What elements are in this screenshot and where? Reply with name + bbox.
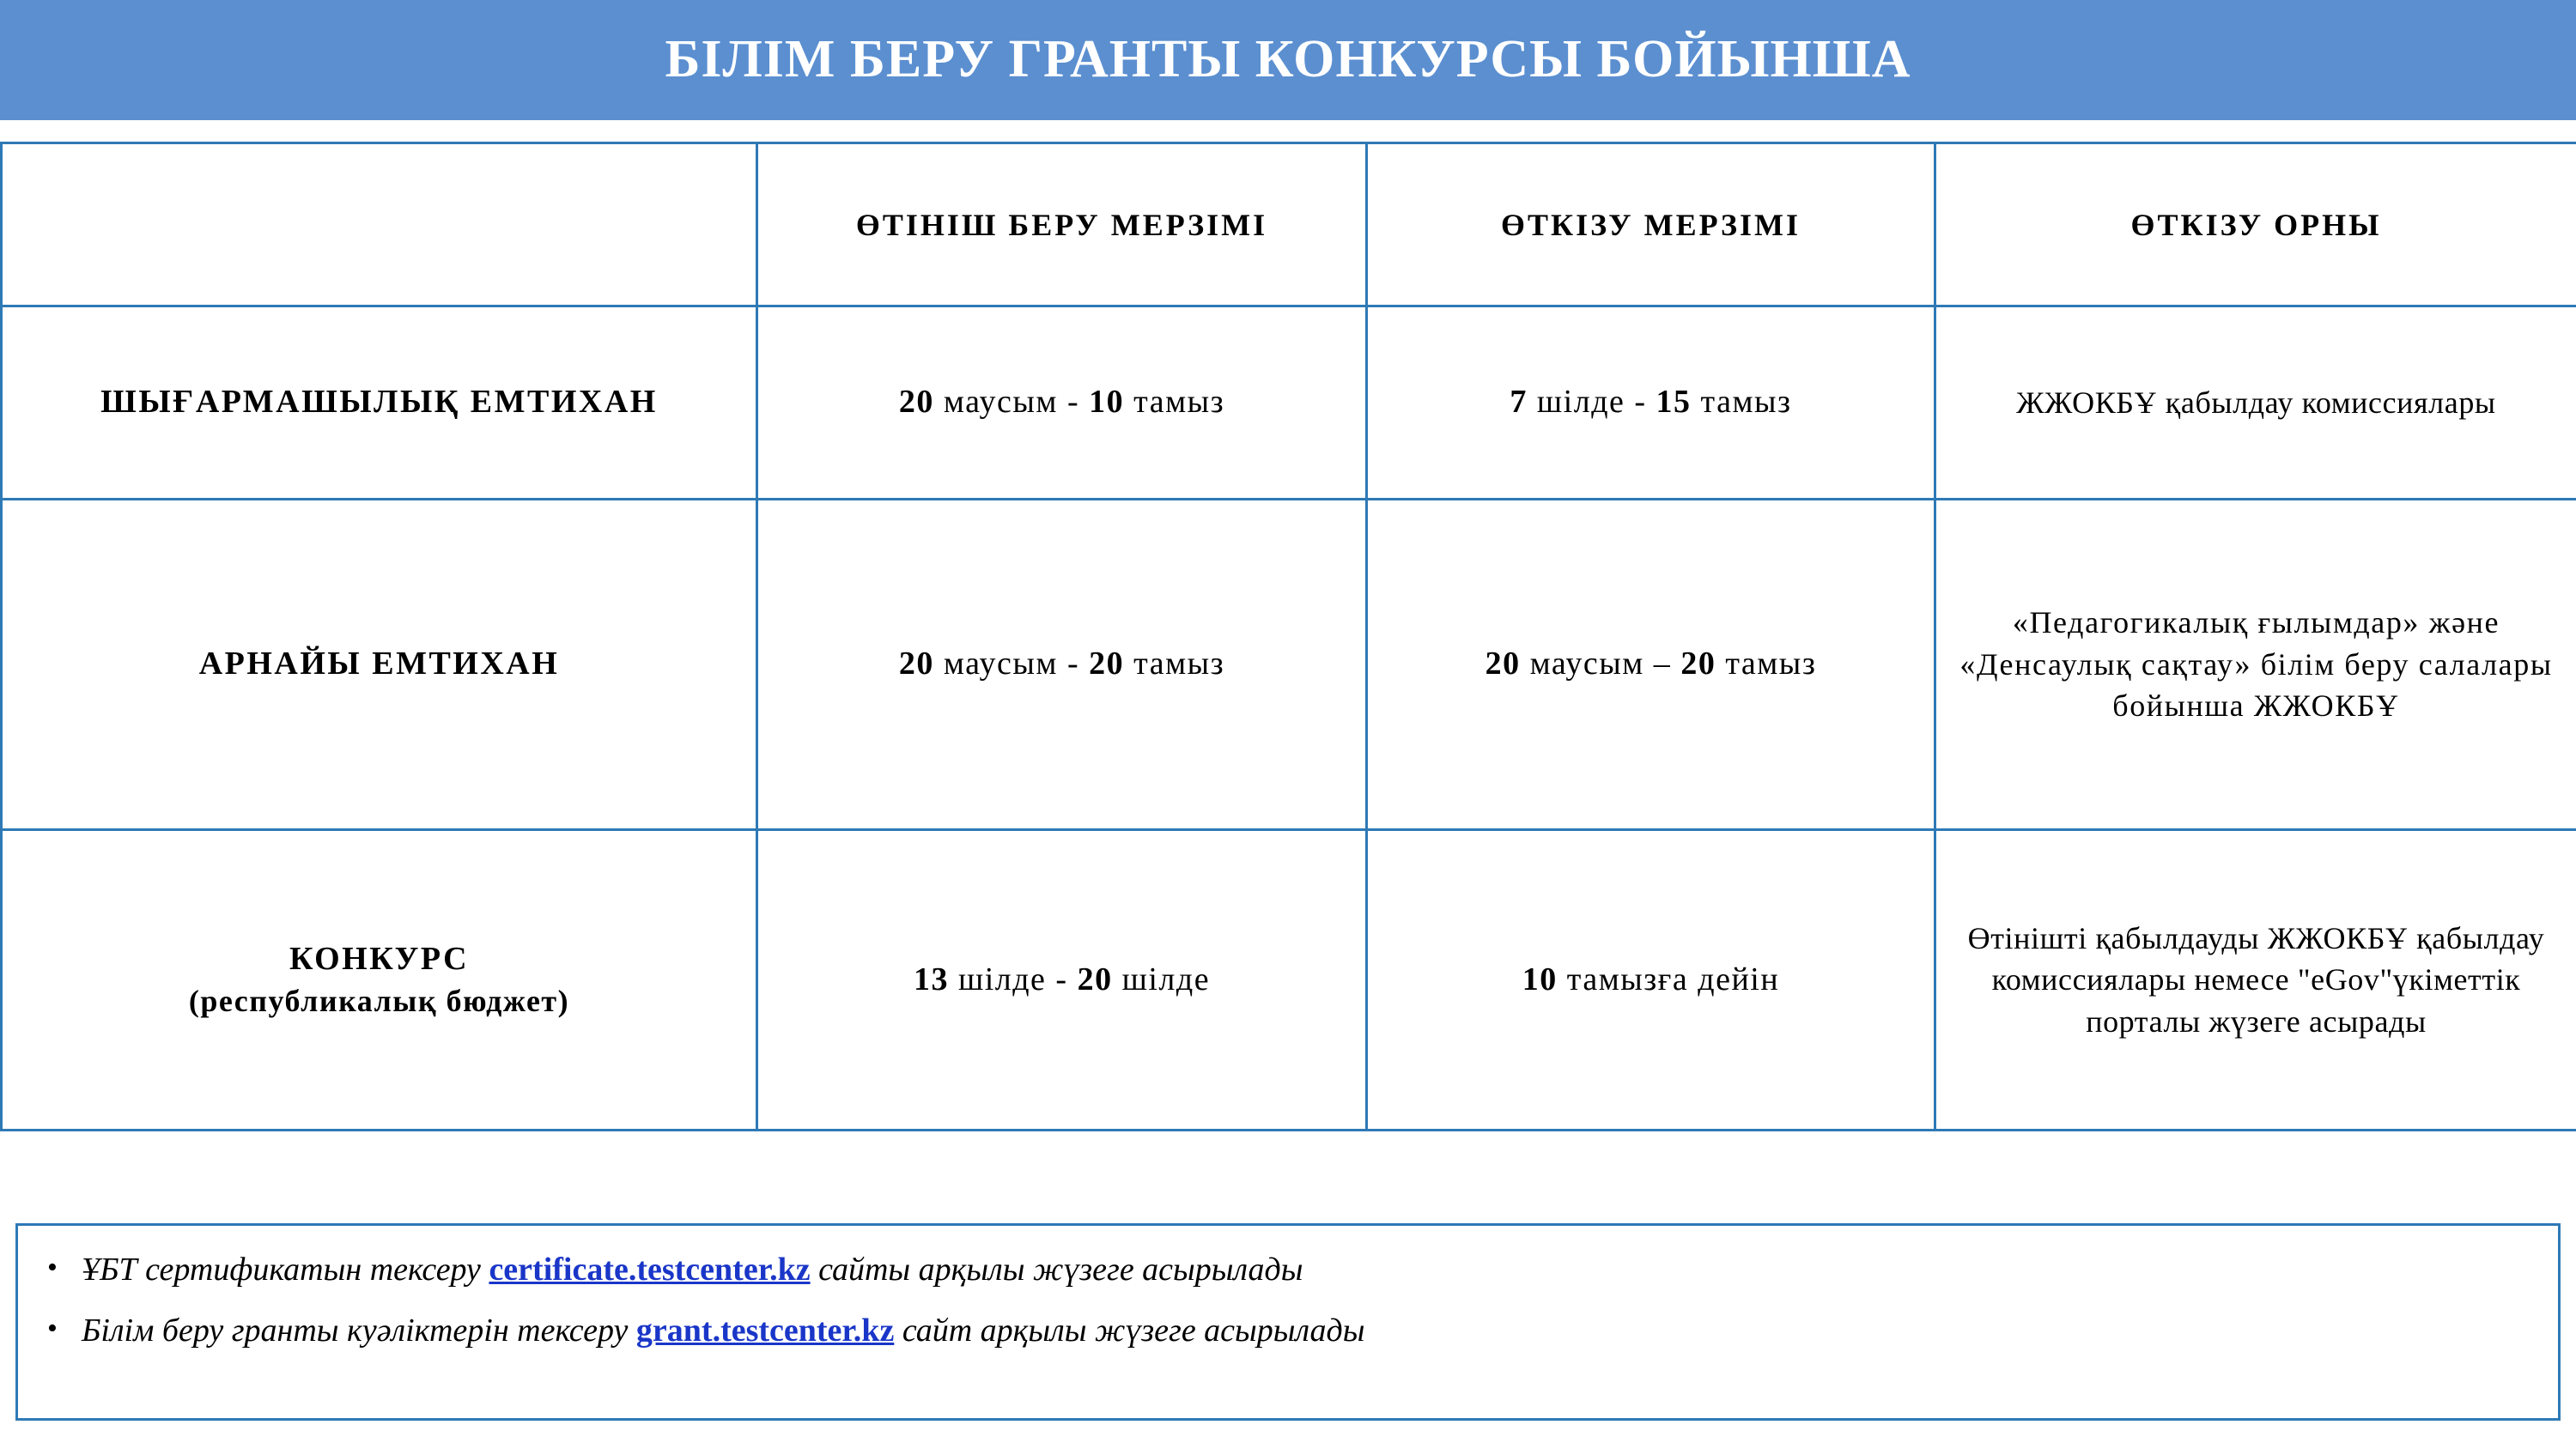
row-apply-period-special-exam [757,500,1367,830]
apply-rest-2: шілде [1112,961,1211,997]
note-text-after: сайт арқылы жүзеге асырылады [894,1313,1365,1349]
apply-rest-1: шілде - [948,961,1078,997]
hold-strong-1: 10 [1522,961,1558,997]
table-header-hold-period: ӨТКІЗУ МЕРЗІМІ [1367,143,1935,306]
row-place-contest: Өтінішті қабылдауды ЖЖОКБҰ қабылдау комиссиялары немесе "eGov"үкіметтік порталы жүзеге асырады [1935,830,2576,1131]
page-title: БІЛІМ БЕРУ ГРАНТЫ КОНКУРСЫ БОЙЫНША [665,30,1911,89]
note-text [82,1309,2529,1353]
note-text-before: Білім беру гранты куәліктерін тексеру [82,1313,636,1349]
note-text [82,1248,2529,1292]
apply-strong-2: 20 [1077,961,1113,997]
row-apply-period-contest [757,830,1367,1131]
hold-strong-2: 15 [1656,384,1692,421]
hold-strong-1: 20 [1485,646,1521,682]
row-hold-period-contest [1367,830,1935,1131]
hold-rest-1: шілде - [1527,384,1656,421]
row-hold-period-special-exam [1367,500,1935,830]
hold-rest-2: тамыз [1716,646,1817,682]
row-hold-period-creative-exam [1367,306,1935,500]
row-label-contest-sub: (республикалық бюджет) [188,983,570,1018]
hold-rest-1: тамызға дейін [1557,961,1780,997]
table-header-row [2,143,2576,306]
apply-rest-1: маусым - [933,384,1090,421]
row-label-contest [2,830,757,1131]
row-label-creative-exam: ШЫҒАРМАШЫЛЫҚ ЕМТИХАН [2,306,757,500]
apply-strong-1: 20 [898,646,934,682]
table-row [2,500,2576,830]
bullet-icon: • [47,1252,58,1283]
table-header-place: ӨТКІЗУ ОРНЫ [1935,143,2576,306]
notes-box [15,1223,2561,1421]
apply-rest-2: тамыз [1124,384,1225,421]
apply-strong-2: 10 [1089,384,1125,421]
hold-strong-1: 7 [1510,384,1528,421]
schedule-table-wrapper [0,142,2576,1131]
apply-rest-1: маусым - [933,646,1090,682]
note-text-after: сайты арқылы жүзеге асырылады [810,1252,1303,1288]
hold-strong-2: 20 [1680,646,1716,682]
row-place-creative-exam: ЖЖОКБҰ қабылдау комиссиялары [1935,306,2576,500]
link-certificate-testcenter[interactable]: certificate.testcenter.kz [489,1252,811,1288]
row-apply-period-creative-exam [757,306,1367,500]
table-header-apply-period: ӨТІНІШ БЕРУ МЕРЗІМІ [757,143,1367,306]
hold-rest-1: маусым – [1520,646,1681,682]
bullet-icon: • [47,1313,58,1345]
note-text-before: ҰБТ сертификатын тексеру [82,1252,489,1288]
table-row [2,830,2576,1131]
list-item [47,1309,2529,1353]
row-label-special-exam: АРНАЙЫ ЕМТИХАН [2,500,757,830]
hold-rest-2: тамыз [1691,384,1792,421]
apply-strong-1: 20 [898,384,934,421]
row-place-special-exam: «Педагогикалық ғылымдар» және «Денсаулық сақтау» білім беру салалары бойынша ЖЖОКБҰ [1935,500,2576,830]
row-label-contest-main: КОНКУРС [289,941,470,978]
schedule-table [0,142,2576,1131]
apply-rest-2: тамыз [1124,646,1225,682]
list-item [47,1248,2529,1292]
table-header-empty [2,143,757,306]
link-grant-testcenter[interactable]: grant.testcenter.kz [635,1313,895,1349]
apply-strong-1: 13 [913,961,949,997]
table-row [2,306,2576,500]
title-banner [0,0,2576,120]
apply-strong-2: 20 [1089,646,1125,682]
